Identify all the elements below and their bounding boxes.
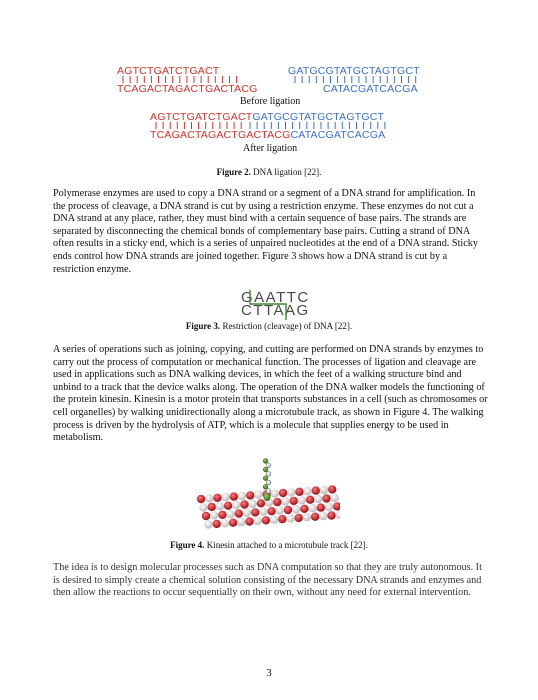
figure-2-caption-label: Figure 2. xyxy=(216,167,251,177)
tubulin-subunit xyxy=(208,503,216,511)
paragraph-dna-walker: A series of operations such as joining, copying, and cutting are performed on DNA strands by enzymes to carry out the process of computation or mechanical function. The processes of ligation and cleavage are used in applications such as DNA walking devices, in which the feet of a walking structure bind and unbind to a track that the device walks along. The operation of the DNA walker models the functioning of the protein kinesin. Kinesin is a motor protein that transports substances in a cell (such as chromosomes or cell organelles) by walking unidirectionally along a microtubule track, as shown in Figure 4. The walking process is driven by the hydrolysis of ATP, which is a molecule that supplies energy to be used in metabolism. xyxy=(53,344,488,444)
tubulin-subunit xyxy=(284,506,292,514)
tubulin-subunit xyxy=(287,488,295,496)
tubulin-subunit xyxy=(325,503,333,511)
tubulin-subunit xyxy=(308,504,316,512)
tubulin-subunit xyxy=(243,509,251,517)
tubulin-subunit xyxy=(254,491,262,499)
tubulin-subunit xyxy=(327,511,335,519)
tubulin-subunit xyxy=(221,519,229,527)
tubulin-subunit xyxy=(273,498,281,506)
tubulin-subunit xyxy=(232,501,240,509)
tubulin-subunit xyxy=(312,486,320,494)
tubulin-subunit xyxy=(276,506,284,514)
before-top-red-strand: AGTCTGATCTGACT xyxy=(117,65,220,77)
tubulin-subunit xyxy=(286,514,294,522)
tubulin-subunit xyxy=(303,513,311,521)
tubulin-subunit xyxy=(224,502,232,510)
paragraph-ligation-cleavage: Polymerase enzymes are used to copy a DNA strand or a segment of a DNA strand for amplification. In the process of cleavage, a DNA strand is cut by using a restriction enzyme. These enzymes do not cut a DNA strand at any place, rather, they must bind with a certain sequence of base pairs. The strands are separated by disconnecting the chemical bonds of complementary base pairs. Cutting a strand of DNA often results in a sticky end, which is a series of unpaired nucleotides at the end of a DNA strand. Sticky ends control how DNA strands are joined together. Figure 3 shows how a DNA strand is cut by a restriction enzyme. xyxy=(53,188,478,275)
figure-4-caption xyxy=(0,540,538,550)
kinesin-segment xyxy=(263,467,268,472)
before-ligation-label: Before ligation xyxy=(240,96,301,107)
figure-2-caption xyxy=(0,167,538,177)
tubulin-subunit xyxy=(333,502,340,510)
tubulin-subunit xyxy=(235,509,243,517)
page-number: 3 xyxy=(266,667,272,679)
after-top-blue-strand: GATGCGTATGCTAGTGCT xyxy=(252,111,385,123)
kinesin-segment xyxy=(263,459,268,464)
kinesin-head xyxy=(264,493,271,501)
tubulin-subunit xyxy=(210,511,218,519)
tubulin-subunit xyxy=(199,503,207,511)
figure-3-caption-text: Restriction (cleavage) of DNA [22]. xyxy=(220,321,353,331)
tubulin-subunit xyxy=(197,495,205,503)
kinesin-segment xyxy=(266,472,271,477)
tubulin-subunit xyxy=(216,502,224,510)
tubulin-subunit xyxy=(254,517,262,525)
tubulin-subunit xyxy=(331,494,339,502)
tubulin-subunit xyxy=(311,513,319,521)
tubulin-subunit xyxy=(213,520,221,528)
tubulin-subunit xyxy=(290,497,298,505)
before-bottom-red-strand: TCAGACTAGACTGACTACG xyxy=(117,83,258,95)
tubulin-subunit xyxy=(262,516,270,524)
figure-3-caption-label: Figure 3. xyxy=(185,321,221,331)
tubulin-subunit xyxy=(226,510,234,518)
tubulin-subunit xyxy=(300,505,308,513)
tubulin-subunit xyxy=(317,503,325,511)
tubulin-subunit xyxy=(320,486,328,494)
tubulin-subunit xyxy=(279,489,287,497)
kinesin-segment xyxy=(266,489,271,494)
tubulin-subunit xyxy=(245,517,253,525)
kinesin-segment xyxy=(263,476,268,481)
figure-4-caption-text: Kinesin attached to a microtubule track [22]. xyxy=(204,540,368,550)
kinesin-segment xyxy=(263,484,268,489)
before-top-blue-strand: GATGCGTATGCTAGTGCT xyxy=(288,65,420,77)
tubulin-subunit xyxy=(221,493,229,501)
tubulin-subunit xyxy=(230,492,238,500)
tubulin-subunit xyxy=(218,511,226,519)
tubulin-subunit xyxy=(257,499,265,507)
after-bottom-strand xyxy=(150,129,385,141)
tubulin-subunit xyxy=(319,512,327,520)
tubulin-subunit xyxy=(205,494,213,502)
tubulin-subunit xyxy=(271,489,279,497)
tubulin-subunit xyxy=(259,508,267,516)
tubulin-subunit xyxy=(314,495,322,503)
tubulin-subunit xyxy=(240,500,248,508)
figure-3-caption xyxy=(0,321,538,331)
tubulin-subunit xyxy=(322,494,330,502)
tubulin-subunit xyxy=(204,520,212,528)
tubulin-subunit xyxy=(292,505,300,513)
figure-4-caption-label: Figure 4. xyxy=(170,540,205,550)
paragraph-autonomous-processes: The idea is to design molecular processes such as DNA computation so that they are truly autonomous. It is desired to simply create a chemical solution consisting of the necessary DNA strands and enzymes and then allow the reactions to occur sequentially on their own, without any need for external intervention. xyxy=(53,562,482,599)
tubulin-subunit xyxy=(251,508,259,516)
kinesin-microtubule-image xyxy=(195,457,340,537)
kinesin-segment xyxy=(266,480,271,485)
tubulin-subunit xyxy=(281,497,289,505)
after-top-red-strand: AGTCTGATCTGACT xyxy=(150,111,253,123)
tubulin-subunit xyxy=(237,518,245,526)
tubulin-subunit xyxy=(213,494,221,502)
tubulin-subunit xyxy=(328,485,336,493)
tubulin-subunit xyxy=(246,491,254,499)
tubulin-subunit xyxy=(267,507,275,515)
tubulin-subunit xyxy=(298,496,306,504)
tubulin-subunit xyxy=(295,488,303,496)
after-ligation-label: After ligation xyxy=(243,143,298,154)
tubulin-subunit xyxy=(336,511,341,519)
figure-2-caption-text: DNA ligation [22]. xyxy=(250,167,322,177)
before-bottom-blue-strand: CATACGATCACGA xyxy=(323,83,418,95)
tubulin-subunit xyxy=(303,487,311,495)
cleavage-cut-line xyxy=(238,288,308,322)
tubulin-subunit xyxy=(270,516,278,524)
kinesin-segment xyxy=(266,463,271,468)
figure-3-bottom-sequence: CTTAAG xyxy=(241,302,310,319)
tubulin-subunit xyxy=(229,519,237,527)
tubulin-subunit xyxy=(202,512,210,520)
tubulin-subunit xyxy=(278,515,286,523)
after-bottom-blue-strand: CATACGATCACGA xyxy=(290,129,386,141)
tubulin-subunit xyxy=(238,492,246,500)
tubulin-subunit xyxy=(295,514,303,522)
tubulin-subunit xyxy=(249,500,257,508)
figure-3-top-sequence: GAATTC xyxy=(241,289,310,306)
after-bottom-red-strand: TCAGACTAGACTGACTACG xyxy=(150,129,291,141)
tubulin-subunit xyxy=(306,496,314,504)
